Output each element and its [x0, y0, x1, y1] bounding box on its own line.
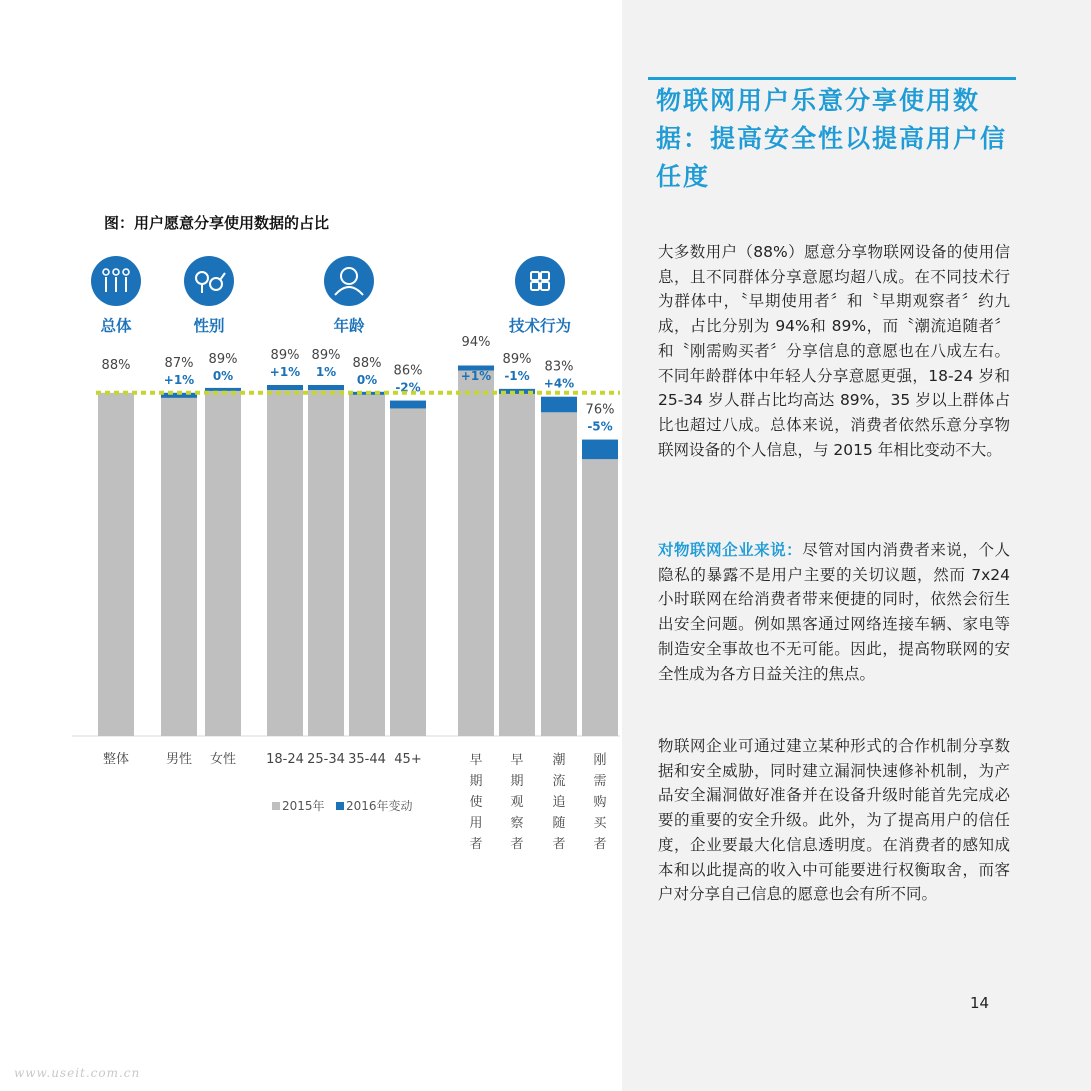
category-label: 潮 — [552, 753, 566, 768]
page-heading: 物联网用户乐意分享使用数据：提高安全性以提高用户信任度 — [656, 86, 1008, 191]
bar-change — [582, 440, 618, 460]
value-label: 89% — [270, 348, 300, 363]
bar-change — [267, 385, 303, 390]
legend-label-2015: 2015年 — [282, 799, 325, 813]
bar-change — [205, 388, 241, 391]
change-label: 0% — [212, 368, 234, 383]
legend-swatch-change — [336, 802, 344, 810]
value-label: 76% — [585, 402, 615, 418]
category-label: 刚 — [593, 753, 607, 768]
category-label: 者 — [510, 837, 524, 852]
paragraph-2 — [658, 538, 1010, 686]
value-label: 89% — [502, 351, 532, 367]
paragraph-1 — [658, 240, 1010, 462]
change-label: +1% — [269, 365, 301, 379]
paragraph-1-text: 大多数用户（88%）愿意分享物联网设备的使用信息，且不同群体分享意愿均超八成。在不同技术行为群体中，〝早期使用者〞和〝早期观察者〞约九成，占比分别为 94%和 89%，而〝潮流追随者〞和〝刚需购买者〞分享信息的意愿也在八成左右。不同年龄群体中年轻人分享意愿更强，18-24 岁和 25-34 岁人群占比均高达 89%，35 岁以上群体占比也超过八成。总体来说，消费者依然乐意分享物联网设备的个人信息，与 2015 年相比变动不大。 — [658, 243, 1010, 459]
bar-change — [308, 385, 344, 390]
gender-icon-circle — [184, 256, 234, 306]
category-label: 购 — [593, 795, 607, 810]
bar-change — [390, 401, 426, 409]
category-label: 男性 — [165, 752, 193, 767]
value-label: 94% — [461, 335, 491, 350]
bar-2015 — [458, 369, 494, 736]
bar-2015 — [390, 401, 426, 736]
category-label: 45+ — [394, 752, 422, 767]
change-label: -5% — [587, 419, 613, 434]
category-label: 使 — [469, 795, 483, 810]
category-label: 流 — [552, 774, 566, 789]
change-label: +1% — [460, 369, 492, 383]
bar-2015 — [308, 389, 344, 736]
category-label: 观 — [510, 795, 524, 810]
page-number: 14 — [970, 994, 990, 1012]
category-label: 早 — [510, 753, 524, 768]
value-label: 88% — [101, 357, 131, 373]
person-icon-circle — [324, 256, 374, 306]
category-label: 者 — [469, 837, 483, 852]
title-rule — [648, 77, 1016, 80]
value-label: 86% — [393, 363, 423, 379]
value-label: 87% — [164, 355, 194, 371]
category-label: 18-24 — [266, 752, 304, 767]
change-label: +1% — [163, 372, 195, 387]
value-label: 89% — [311, 348, 341, 363]
change-label: 0% — [356, 372, 378, 387]
bar-2015 — [161, 397, 197, 736]
change-label: 1% — [315, 365, 337, 379]
grid-icon-circle — [515, 256, 565, 306]
chart-title: 图：用户愿意分享使用数据的占比 — [104, 214, 330, 232]
change-label: +4% — [543, 376, 575, 391]
category-label: 35-44 — [348, 752, 386, 767]
group-label-2: 年龄 — [333, 317, 365, 335]
category-label: 随 — [552, 816, 566, 831]
change-label: -1% — [504, 368, 530, 383]
group-label-0: 总体 — [100, 317, 132, 335]
category-label: 期 — [510, 774, 524, 789]
category-label: 25-34 — [307, 752, 345, 767]
category-label: 期 — [469, 774, 483, 789]
paragraph-3 — [658, 734, 1010, 907]
bar-2015 — [98, 393, 134, 736]
category-label: 察 — [510, 816, 524, 831]
paragraph-2-text: 尽管对国内消费者来说，个人隐私的暴露不是用户主要的关切议题，然而 7x24 小时联网在给消费者带来便捷的同时，依然会衍生出安全问题。例如黑客通过网络连接车辆、家电等制造安全事故也不无可能。因此，提高物联网的安全性成为各方日益关注的焦点。 — [658, 541, 1010, 683]
bar-2015 — [349, 393, 385, 736]
bar-2015 — [582, 440, 618, 736]
value-label: 89% — [208, 351, 238, 367]
bar-2015 — [541, 412, 577, 736]
category-label: 者 — [552, 837, 566, 852]
category-label: 者 — [593, 837, 607, 852]
category-label: 整体 — [102, 752, 130, 767]
value-label: 83% — [544, 359, 574, 375]
category-label: 女性 — [209, 752, 237, 767]
category-label: 早 — [469, 753, 483, 768]
paragraph-2-lead: 对物联网企业来说： — [658, 541, 803, 559]
category-label: 追 — [552, 795, 566, 810]
bar-change — [541, 397, 577, 413]
value-label: 88% — [352, 355, 382, 371]
watermark: www.useit.com.cn — [14, 1066, 141, 1080]
change-label: -2% — [395, 380, 421, 395]
legend-label-change: 2016年变动 — [346, 799, 413, 813]
bar-2015 — [267, 389, 303, 736]
group-label-1: 性别 — [193, 317, 225, 335]
paragraph-3-text: 物联网企业可通过建立某种形式的合作机制分享数据和安全威胁，同时建立漏洞快速修补机制，为产品安全漏洞做好准备并在设备升级时能首先完成必要的重要的安全升级。此外，为了提高用户的信任度，企业要最大化信息透明度。在消费者的感知成本和以此提高的收入中可能要进行权衡取舍，而客户对分享自己信息的愿意也会有所不同。 — [658, 737, 1010, 904]
bar-2015 — [499, 389, 535, 736]
category-label: 用 — [469, 816, 483, 831]
bar-2015 — [205, 389, 241, 736]
category-label: 需 — [593, 774, 607, 789]
group-label-3: 技术行为 — [508, 317, 572, 335]
legend-swatch-2015 — [272, 802, 280, 810]
category-label: 买 — [593, 816, 607, 831]
